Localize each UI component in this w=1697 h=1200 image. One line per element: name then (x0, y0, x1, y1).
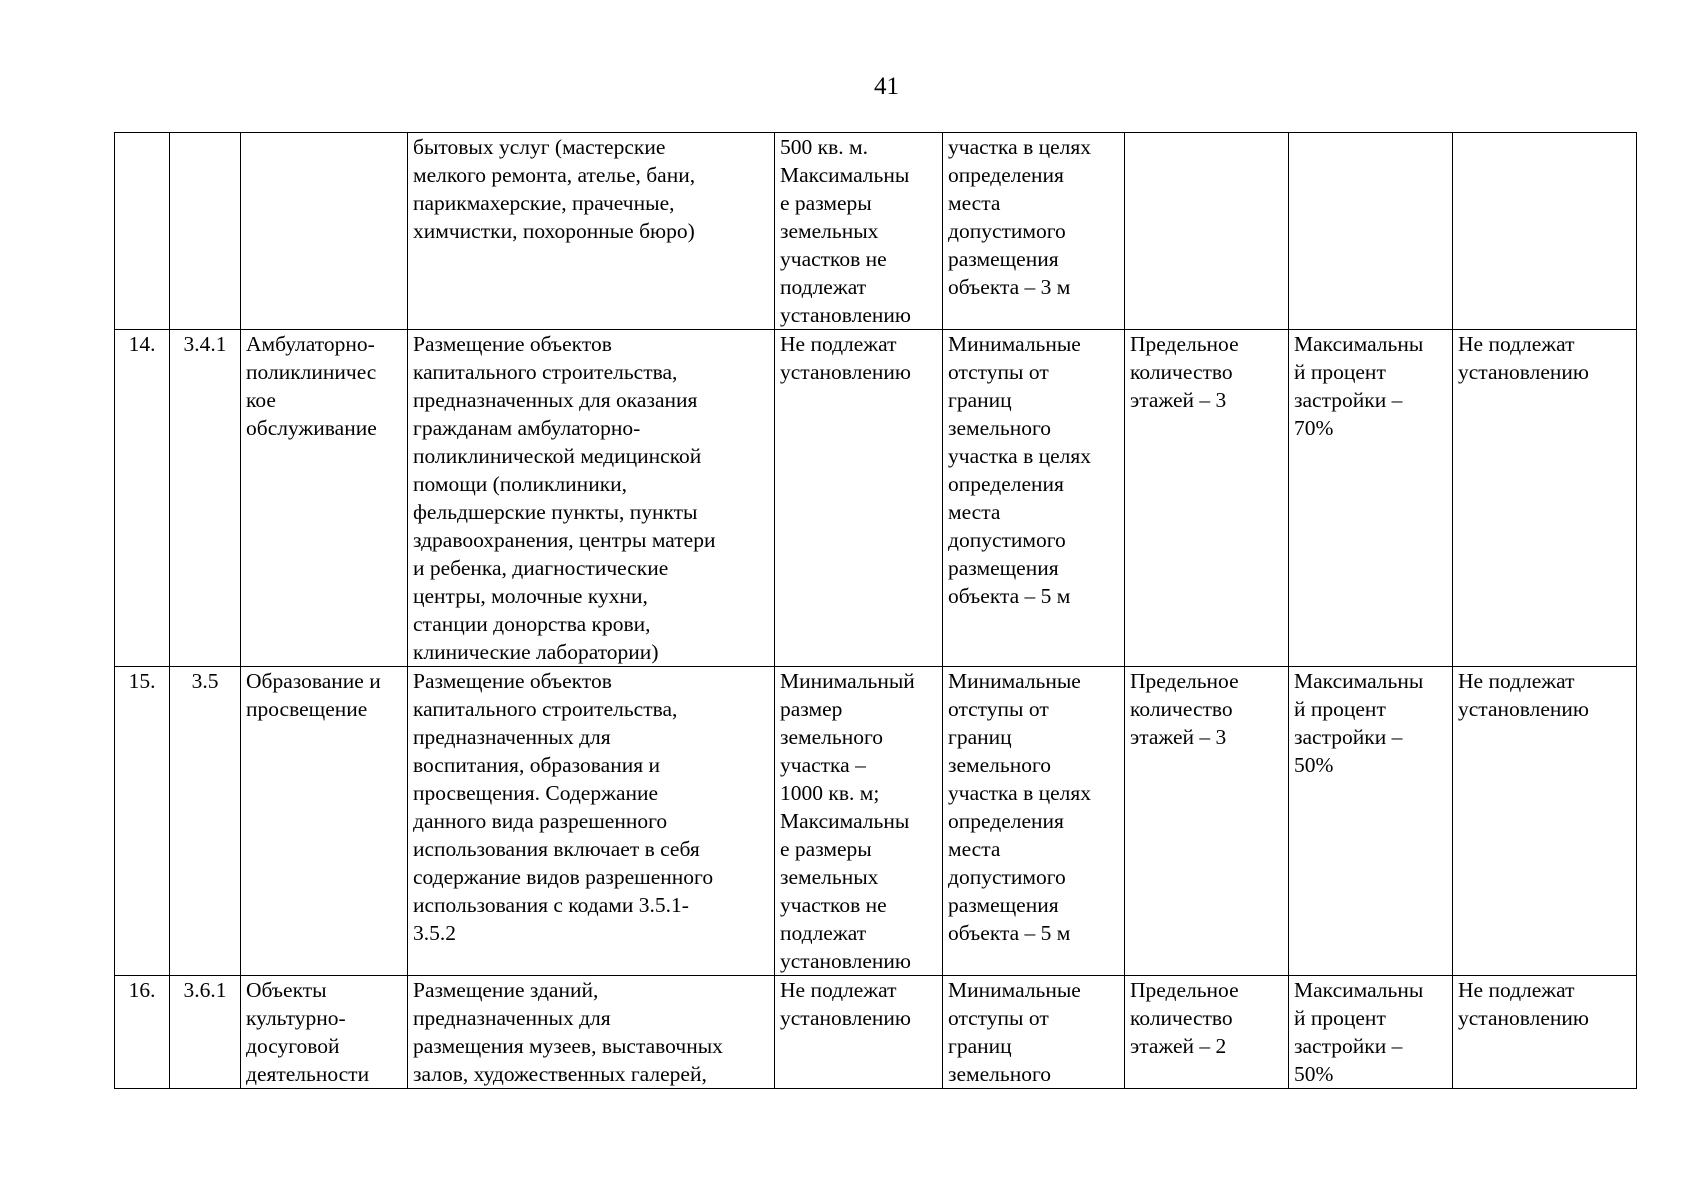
coverage-limit: Максимальны й процент застройки – 50% (1289, 667, 1453, 976)
use-description: Размещение объектов капитального строительства, предназначенных для воспитания, образования и просвещения. Содержание данного вида разрешенного использования включает в себя содержание видов разрешенного использования с кодами 3.5.1- 3.5.2 (408, 667, 775, 976)
use-code: 3.5 (170, 667, 241, 976)
coverage-limit: Максимальны й процент застройки – 70% (1289, 330, 1453, 667)
use-name: Амбулаторно- поликлиничес кое обслуживание (241, 330, 408, 667)
other-limits: Не подлежат установлению (1453, 667, 1637, 976)
row-number: 15. (115, 667, 170, 976)
table-row (115, 976, 1637, 1089)
floors-limit: Предельное количество этажей – 3 (1125, 667, 1289, 976)
page-number: 41 (874, 73, 899, 100)
coverage-limit: Максимальны й процент застройки – 50% (1289, 976, 1453, 1089)
land-use-table (114, 132, 1637, 1089)
setbacks: участка в целях определения места допустимого размещения объекта – 3 м (943, 133, 1125, 330)
land-size: Не подлежат установлению (775, 976, 943, 1089)
use-name: Образование и просвещение (241, 667, 408, 976)
other-limits (1453, 133, 1637, 330)
land-size: 500 кв. м. Максимальны е размеры земельных участков не подлежат установлению (775, 133, 943, 330)
use-name (241, 133, 408, 330)
floors-limit: Предельное количество этажей – 2 (1125, 976, 1289, 1089)
use-code (170, 133, 241, 330)
row-number: 16. (115, 976, 170, 1089)
setbacks: Минимальные отступы от границ земельного участка в целях определения места допустимого размещения объекта – 5 м (943, 667, 1125, 976)
use-code: 3.4.1 (170, 330, 241, 667)
coverage-limit (1289, 133, 1453, 330)
use-code: 3.6.1 (170, 976, 241, 1089)
floors-limit (1125, 133, 1289, 330)
table-row (115, 133, 1637, 330)
table-row (115, 667, 1637, 976)
other-limits: Не подлежат установлению (1453, 976, 1637, 1089)
use-description: Размещение объектов капитального строительства, предназначенных для оказания гражданам амбулаторно- поликлинической медицинской помощи (поликлиники, фельдшерские пункты, пункты здравоохранения, центры матери и ребенка, диагностические центры, молочные кухни, станции донорства крови, клинические лаборатории) (408, 330, 775, 667)
floors-limit: Предельное количество этажей – 3 (1125, 330, 1289, 667)
table-row (115, 330, 1637, 667)
setbacks: Минимальные отступы от границ земельного участка в целях определения места допустимого размещения объекта – 5 м (943, 330, 1125, 667)
other-limits: Не подлежат установлению (1453, 330, 1637, 667)
land-size: Минимальный размер земельного участка – 1000 кв. м; Максимальны е размеры земельных участков не подлежат установлению (775, 667, 943, 976)
use-description: Размещение зданий, предназначенных для размещения музеев, выставочных залов, художественных галерей, (408, 976, 775, 1089)
use-name: Объекты культурно- досуговой деятельности (241, 976, 408, 1089)
land-size: Не подлежат установлению (775, 330, 943, 667)
row-number (115, 133, 170, 330)
row-number: 14. (115, 330, 170, 667)
setbacks: Минимальные отступы от границ земельного (943, 976, 1125, 1089)
use-description: бытовых услуг (мастерские мелкого ремонта, ателье, бани, парикмахерские, прачечные, химчистки, похоронные бюро) (408, 133, 775, 330)
